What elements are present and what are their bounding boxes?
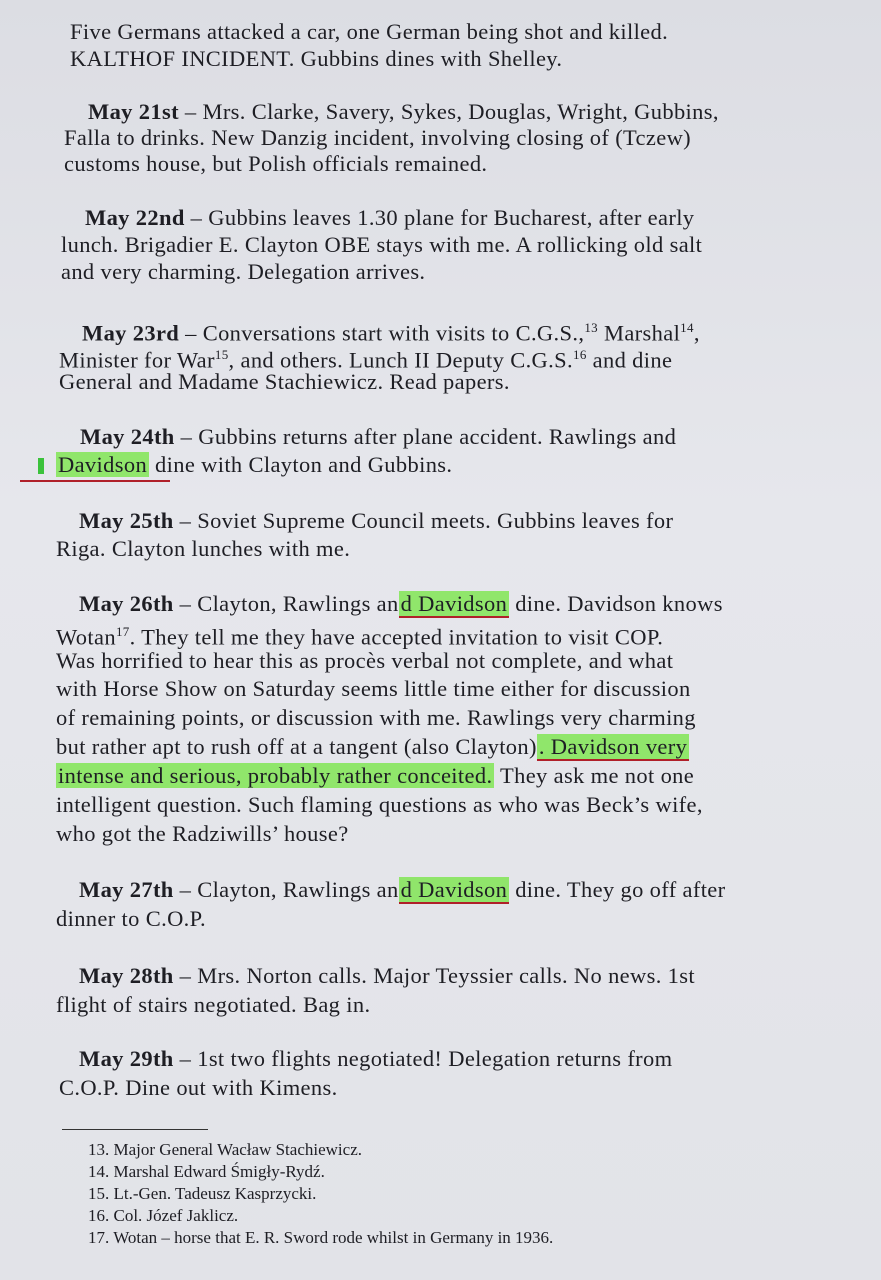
- entry-text: Marshal: [598, 320, 681, 346]
- entry-text: – Conversations start with visits to C.G.S.,: [179, 320, 585, 346]
- text-line: [56, 733, 689, 761]
- footnote: 16. Col. Józef Jaklicz.: [88, 1206, 239, 1225]
- entry-date: May 25th: [79, 508, 174, 533]
- footnote-ref: 13: [584, 320, 599, 335]
- entry-text: – Gubbins returns after plane accident. Rawlings and: [174, 424, 677, 449]
- entry-text: – Mrs. Norton calls. Major Teyssier calls. No news. 1st: [173, 963, 695, 988]
- text-line: Falla to drinks. New Danzig incident, involving closing of (Tczew): [64, 125, 692, 150]
- entry-date: May 27th: [79, 877, 174, 902]
- text-line: C.O.P. Dine out with Kimens.: [59, 1075, 338, 1100]
- highlighter-mark: [38, 458, 44, 474]
- entry-text: . They tell me they have accepted invitation to visit COP.: [129, 624, 664, 650]
- highlighted-phrase: . Davidson very: [538, 734, 688, 759]
- text-line: and very charming. Delegation arrives.: [61, 259, 426, 284]
- entry-text: – Gubbins leaves 1.30 plane for Bucharest, after early: [184, 205, 695, 230]
- text-line: customs house, but Polish officials remained.: [64, 151, 488, 176]
- entry-text: – 1st two flights negotiated! Delegation returns from: [173, 1046, 673, 1071]
- entry-text: dine with Clayton and Gubbins.: [149, 452, 453, 477]
- entry-may-21: [88, 98, 719, 126]
- text-line: Five Germans attacked a car, one German being shot and killed.: [70, 19, 669, 44]
- text-line: Riga. Clayton lunches with me.: [56, 536, 351, 561]
- footnote: 17. Wotan – horse that E. R. Sword rode whilst in Germany in 1936.: [88, 1228, 554, 1247]
- entry-text: – Mrs. Clarke, Savery, Sykes, Douglas, Wright, Gubbins,: [178, 99, 719, 124]
- text-line: dinner to C.O.P.: [56, 906, 206, 931]
- footnote: 14. Marshal Edward Śmigły-Rydź.: [88, 1162, 325, 1181]
- entry-date: May 28th: [79, 963, 174, 988]
- entry-date: May 22nd: [85, 205, 185, 230]
- highlighted-name: d Davidson: [400, 877, 508, 902]
- entry-text: They ask me not one: [494, 763, 695, 788]
- entry-text: and dine: [586, 347, 673, 373]
- entry-text: – Clayton, Rawlings an: [173, 591, 399, 616]
- text-line: lunch. Brigadier E. Clayton OBE stays with me. A rollicking old salt: [61, 232, 703, 257]
- text-line: of remaining points, or discussion with me. Rawlings very charming: [56, 705, 696, 730]
- text-line: who got the Radziwills’ house?: [56, 821, 349, 846]
- footnote-ref: 14: [680, 320, 694, 335]
- text-line: General and Madame Stachiewicz. Read papers.: [59, 369, 510, 394]
- text-line: [56, 762, 694, 790]
- entry-may-29: [79, 1045, 672, 1073]
- entry-text: dine. Davidson knows: [509, 591, 723, 616]
- entry-text: Wotan: [56, 624, 116, 650]
- entry-text: – Clayton, Rawlings an: [173, 877, 399, 902]
- entry-may-27: [79, 876, 725, 904]
- highlighted-name: d Davidson: [400, 591, 508, 616]
- entry-may-22: [85, 204, 694, 232]
- footnote: 15. Lt.-Gen. Tadeusz Kasprzycki.: [88, 1184, 317, 1203]
- text-line: Was horrified to hear this as procès verbal not complete, and what: [56, 648, 674, 673]
- footnote-ref: 17: [115, 624, 130, 639]
- red-underline: [20, 480, 170, 482]
- entry-text: ,: [693, 320, 700, 346]
- entry-text: dine. They go off after: [509, 877, 726, 902]
- entry-may-28: [79, 962, 695, 990]
- entry-text: Minister for War: [59, 347, 215, 373]
- text-line: with Horse Show on Saturday seems little time either for discussion: [56, 676, 691, 701]
- footnote-ref: 16: [572, 347, 587, 362]
- entry-date: May 24th: [80, 424, 175, 449]
- footnote: 13. Major General Wacław Stachiewicz.: [88, 1140, 362, 1159]
- entry-date: May 23rd: [82, 320, 180, 346]
- entry-text: – Soviet Supreme Council meets. Gubbins leaves for: [173, 508, 674, 533]
- footnote-divider: [62, 1129, 208, 1130]
- text-line: KALTHOF INCIDENT. Gubbins dines with Shelley.: [70, 46, 563, 71]
- entry-may-25: [79, 507, 673, 535]
- entry-date: May 29th: [79, 1046, 174, 1071]
- entry-text: , and others. Lunch II Deputy C.G.S.: [228, 347, 573, 373]
- entry-text: but rather apt to rush off at a tangent (also Clayton): [56, 734, 537, 759]
- highlighted-phrase: intense and serious, probably rather conceited.: [58, 763, 493, 788]
- highlighted-name: Davidson: [58, 452, 148, 477]
- entry-date: May 21st: [88, 99, 179, 124]
- text-line: flight of stairs negotiated. Bag in.: [56, 992, 371, 1017]
- text-line: [56, 451, 452, 479]
- entry-date: May 26th: [79, 591, 174, 616]
- footnote-ref: 15: [214, 347, 229, 362]
- entry-may-24: [80, 423, 676, 451]
- entry-may-26: [79, 590, 723, 618]
- text-line: intelligent question. Such flaming questions as who was Beck’s wife,: [56, 792, 703, 817]
